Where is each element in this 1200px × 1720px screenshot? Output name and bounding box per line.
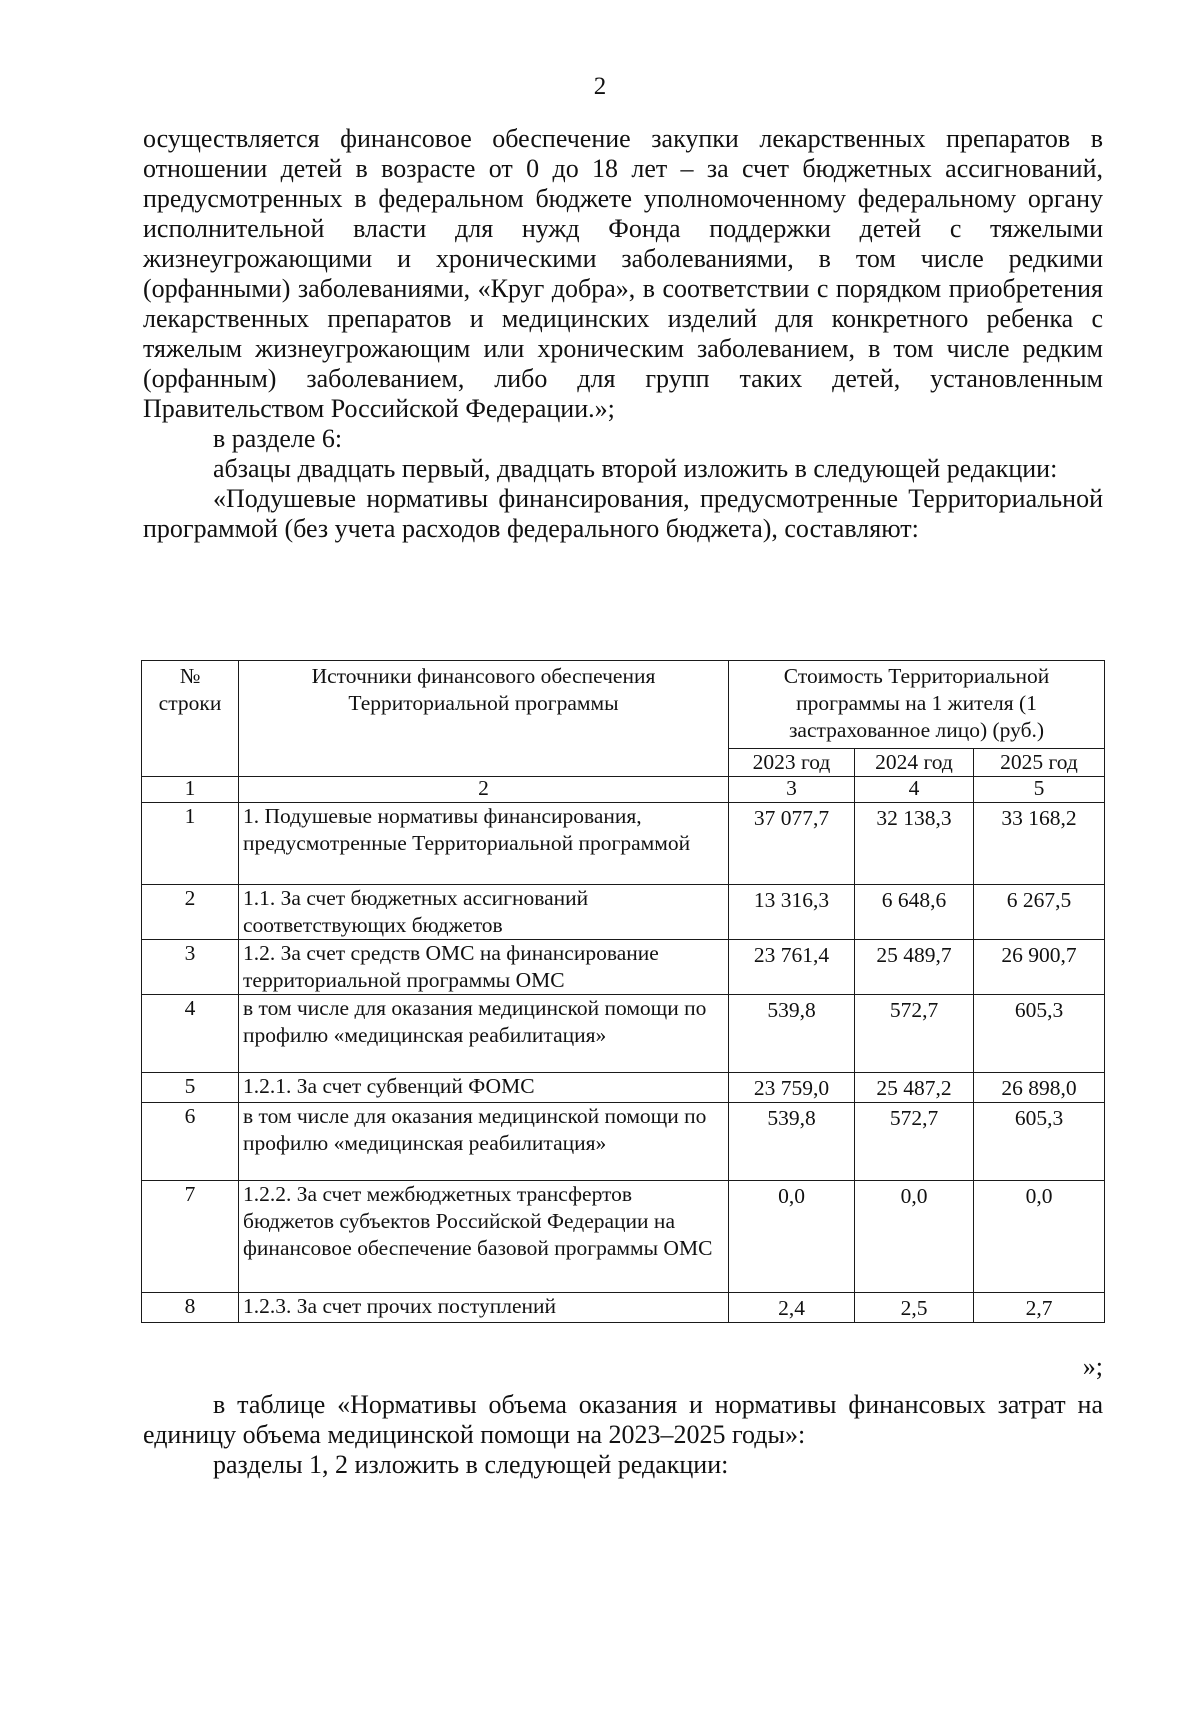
paragraph-table-reference: в таблице «Нормативы объема оказания и нормативы финансовых затрат на единицу объема медицинской помощи на 2023–2025 годы»: xyxy=(143,1390,1103,1449)
value-2023-cell: 0,0 xyxy=(729,1181,855,1293)
row-number-cell: 6 xyxy=(142,1103,239,1181)
source-cell: 1. Подушевые нормативы финансирования, предусмотренные Территориальной программой xyxy=(239,803,729,885)
value-2024-cell: 572,7 xyxy=(855,1103,974,1181)
column-number: 3 xyxy=(729,777,855,803)
table-row xyxy=(142,1181,1105,1293)
paragraph-amendment-intro: абзацы двадцать первый, двадцать второй изложить в следующей редакции: xyxy=(213,454,1058,483)
row-number-cell: 1 xyxy=(142,803,239,885)
closing-quote: »; xyxy=(1082,1352,1103,1381)
value-2025-cell: 605,3 xyxy=(974,995,1105,1073)
value-2025-cell: 0,0 xyxy=(974,1181,1105,1293)
value-2025-cell: 26 898,0 xyxy=(974,1073,1105,1103)
table-row xyxy=(142,995,1105,1073)
tail-text xyxy=(143,1390,1103,1480)
table-row xyxy=(142,803,1105,885)
paragraph-quoted-text: «Подушевые нормативы финансирования, предусмотренные Территориальной программой (без учета расходов федерального бюджета), составляют: xyxy=(143,484,1103,543)
table-row xyxy=(142,1103,1105,1181)
value-2024-cell: 572,7 xyxy=(855,995,974,1073)
header-source: Источники финансового обеспечения Территориальной программы xyxy=(239,661,729,777)
table-row xyxy=(142,1293,1105,1323)
column-number: 1 xyxy=(142,777,239,803)
column-number: 4 xyxy=(855,777,974,803)
source-cell: 1.2.2. За счет межбюджетных трансфертов бюджетов субъектов Российской Федерации на финансовое обеспечение базовой программы ОМС xyxy=(239,1181,729,1293)
header-year-2024: 2024 год xyxy=(855,749,974,777)
row-number-cell: 8 xyxy=(142,1293,239,1323)
value-2023-cell: 37 077,7 xyxy=(729,803,855,885)
source-cell: 1.1. За счет бюджетных ассигнований соответствующих бюджетов xyxy=(239,885,729,940)
page-number: 2 xyxy=(593,73,607,100)
column-number: 2 xyxy=(239,777,729,803)
value-2025-cell: 2,7 xyxy=(974,1293,1105,1323)
table-row xyxy=(142,1073,1105,1103)
row-number-cell: 5 xyxy=(142,1073,239,1103)
source-cell: 1.2. За счет средств ОМС на финансирование территориальной программы ОМС xyxy=(239,940,729,995)
row-number-cell: 4 xyxy=(142,995,239,1073)
value-2023-cell: 539,8 xyxy=(729,1103,855,1181)
row-number-cell: 7 xyxy=(142,1181,239,1293)
value-2025-cell: 33 168,2 xyxy=(974,803,1105,885)
value-2023-cell: 2,4 xyxy=(729,1293,855,1323)
column-number: 5 xyxy=(974,777,1105,803)
header-year-2023: 2023 год xyxy=(729,749,855,777)
source-cell: в том числе для оказания медицинской помощи по профилю «медицинская реабилитация» xyxy=(239,1103,729,1181)
value-2025-cell: 6 267,5 xyxy=(974,885,1105,940)
value-2024-cell: 6 648,6 xyxy=(855,885,974,940)
paragraph-sections-amendment: разделы 1, 2 изложить в следующей редакции: xyxy=(213,1450,729,1479)
header-row-number: № строки xyxy=(142,661,239,777)
source-cell: в том числе для оказания медицинской помощи по профилю «медицинская реабилитация» xyxy=(239,995,729,1073)
source-cell: 1.2.3. За счет прочих поступлений xyxy=(239,1293,729,1323)
value-2023-cell: 23 759,0 xyxy=(729,1073,855,1103)
value-2024-cell: 25 489,7 xyxy=(855,940,974,995)
value-2023-cell: 539,8 xyxy=(729,995,855,1073)
row-number-cell: 3 xyxy=(142,940,239,995)
value-2024-cell: 32 138,3 xyxy=(855,803,974,885)
per-capita-financing-table xyxy=(141,660,1105,1323)
source-cell: 1.2.1. За счет субвенций ФОМС xyxy=(239,1073,729,1103)
paragraph-continuation: осуществляется финансовое обеспечение закупки лекарственных препаратов в отношении детей в возрасте от 0 до 18 лет – за счет бюджетных ассигнований, предусмотренных в федеральном бюджете уполномоченному федеральному органу исполнительной власти для нужд Фонда поддержки детей с тяжелыми жизнеугрожающими и хроническими заболеваниями, в том числе редкими (орфанными) заболеваниями, «Круг добра», в соответствии с порядком приобретения лекарственных препаратов и медицинских изделий для конкретного ребенка с тяжелым жизнеугрожающим или хроническим заболеванием, в том числе редким (орфанным) заболеванием, либо для групп таких детей, установленным Правительством Российской Федерации.»; xyxy=(143,124,1103,423)
value-2025-cell: 605,3 xyxy=(974,1103,1105,1181)
value-2024-cell: 0,0 xyxy=(855,1181,974,1293)
row-number-cell: 2 xyxy=(142,885,239,940)
table-row xyxy=(142,940,1105,995)
value-2023-cell: 13 316,3 xyxy=(729,885,855,940)
table-row xyxy=(142,885,1105,940)
value-2024-cell: 2,5 xyxy=(855,1293,974,1323)
value-2025-cell: 26 900,7 xyxy=(974,940,1105,995)
body-text xyxy=(143,124,1103,544)
value-2023-cell: 23 761,4 xyxy=(729,940,855,995)
paragraph-section-6: в разделе 6: xyxy=(213,424,343,453)
header-year-2025: 2025 год xyxy=(974,749,1105,777)
value-2024-cell: 25 487,2 xyxy=(855,1073,974,1103)
header-cost: Стоимость Территориальной программы на 1 жителя (1 застрахованное лицо) (руб.) xyxy=(729,661,1105,749)
